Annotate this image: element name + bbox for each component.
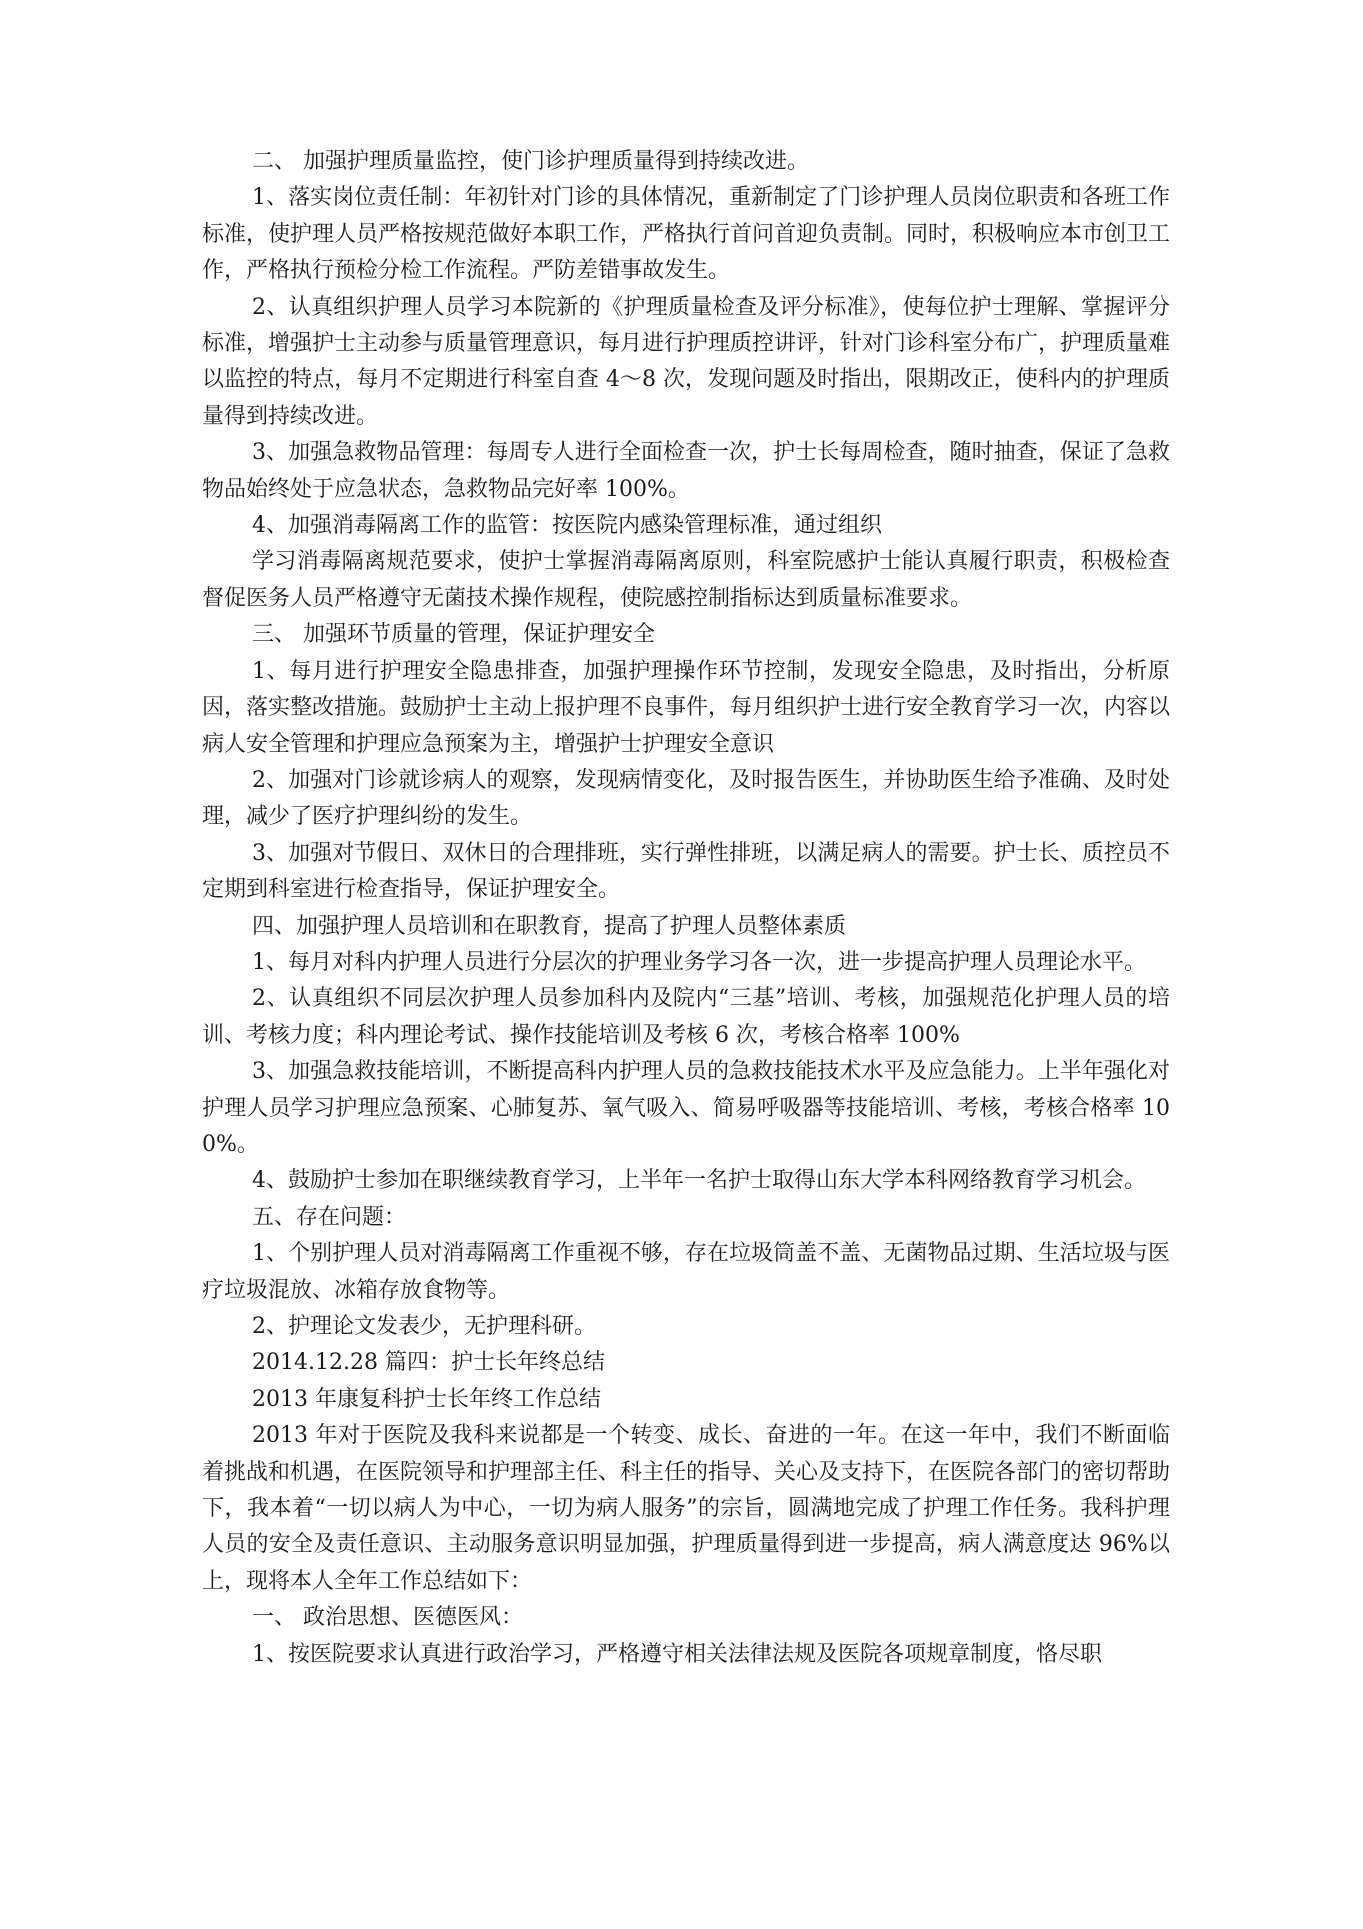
paragraph-item: 1、每月进行护理安全隐患排查，加强护理操作环节控制，发现安全隐患，及时指出，分析原因，落实整改措施。鼓励护士主动上报护理不良事件，每月组织护士进行安全教育学习一次，内容以病人安全管理和护理应急预案为主，增强护士护理安全意识 [202, 658, 1171, 757]
paragraph-item: 学习消毒隔离规范要求，使护士掌握消毒隔离原则，科室院感护士能认真履行职责，积极检查督促医务人员严格遵守无菌技术操作规程，使院感控制指标达到质量标准要求。 [202, 549, 1170, 611]
section-heading-1: 一、 政治思想、医德医风： [252, 1605, 523, 1631]
date-and-article-label: 2014.12.28 篇四：护士长年终总结 [252, 1350, 605, 1376]
article-title: 2013 年康复科护士长年终工作总结 [252, 1386, 601, 1412]
paragraph-item: 1、按医院要求认真进行政治学习，严格遵守相关法律法规及医院各项规章制度，恪尽职 [252, 1641, 1102, 1667]
section-heading-2: 二、 加强护理质量监控，使门诊护理质量得到持续改进。 [252, 149, 809, 174]
section-heading-3: 三、 加强环节质量的管理，保证护理安全 [252, 622, 655, 648]
paragraph-item: 1、落实岗位责任制：年初针对门诊的具体情况，重新制定了门诊护理人员岗位职责和各班工作标准，使护理人员严格按规范做好本职工作，严格执行首问首迎负责制。同时，积极响应本市创卫工作，严格执行预检分检工作流程。严防差错事故发生。 [202, 185, 1171, 284]
document-body [202, 144, 1170, 1673]
paragraph-item: 2、认真组织护理人员学习本院新的《护理质量检查及评分标准》，使每位护士理解、掌握评分标准，增强护士主动参与质量管理意识，每月进行护理质控讲评，针对门诊科室分布广，护理质量难以监控的特点，每月不定期进行科室自查 4～8 次，发现问题及时指出，限期改正，使科内的护理质量得到持续改进。 [202, 294, 1171, 429]
paragraph-item: 2、认真组织不同层次护理人员参加科内及院内“三基”培训、考核，加强规范化护理人员的培训、考核力度；科内理论考试、操作技能培训及考核 6 次，考核合格率 100% [202, 986, 1170, 1048]
paragraph-item: 4、鼓励护士参加在职继续教育学习，上半年一名护士取得山东大学本科网络教育学习机会。 [252, 1168, 1147, 1194]
paragraph-item: 2、护理论文发表少，无护理科研。 [252, 1314, 596, 1339]
paragraph-item: 2、加强对门诊就诊病人的观察，发现病情变化，及时报告医生，并协助医生给予准确、及时处理，减少了医疗护理纠纷的发生。 [202, 767, 1170, 830]
paragraph-item: 1、每月对科内护理人员进行分层次的护理业务学习各一次，进一步提高护理人员理论水平。 [252, 949, 1147, 975]
paragraph-item: 1、个别护理人员对消毒隔离工作重视不够，存在垃圾筒盖不盖、无菌物品过期、生活垃圾与医疗垃圾混放、冰箱存放食物等。 [202, 1241, 1170, 1303]
paragraph-item: 3、加强急救技能培训，不断提高科内护理人员的急救技能技术水平及应急能力。上半年强化对护理人员学习护理应急预案、心肺复苏、氧气吸入、简易呼吸器等技能培训、考核，考核合格率 100%。 [202, 1059, 1170, 1157]
paragraph-item: 3、加强急救物品管理：每周专人进行全面检查一次，护士长每周检查，随时抽查，保证了急救物品始终处于应急状态，急救物品完好率 100%。 [202, 440, 1170, 502]
section-heading-4: 四、加强护理人员培训和在职教育，提高了护理人员整体素质 [252, 913, 847, 939]
paragraph-item: 2013 年对于医院及我科来说都是一个转变、成长、奋进的一年。在这一年中，我们不断面临着挑战和机遇，在医院领导和护理部主任、科主任的指导、关心及支持下，在医院各部门的密切帮助下，我本着“一切以病人为中心，一切为病人服务”的宗旨，圆满地完成了护理工作任务。我科护理人员的安全及责任意识、主动服务意识明显加强，护理质量得到进一步提高，病人满意度达 96%以上，现将本人全年工作总结如下： [202, 1423, 1171, 1594]
section-heading-5: 五、存在问题： [252, 1204, 407, 1230]
paragraph-item: 4、加强消毒隔离工作的监管：按医院内感染管理标准，通过组织 [252, 513, 882, 539]
paragraph-item: 3、加强对节假日、双休日的合理排班，实行弹性排班，以满足病人的需要。护士长、质控员不定期到科室进行检查指导，保证护理安全。 [202, 840, 1170, 903]
